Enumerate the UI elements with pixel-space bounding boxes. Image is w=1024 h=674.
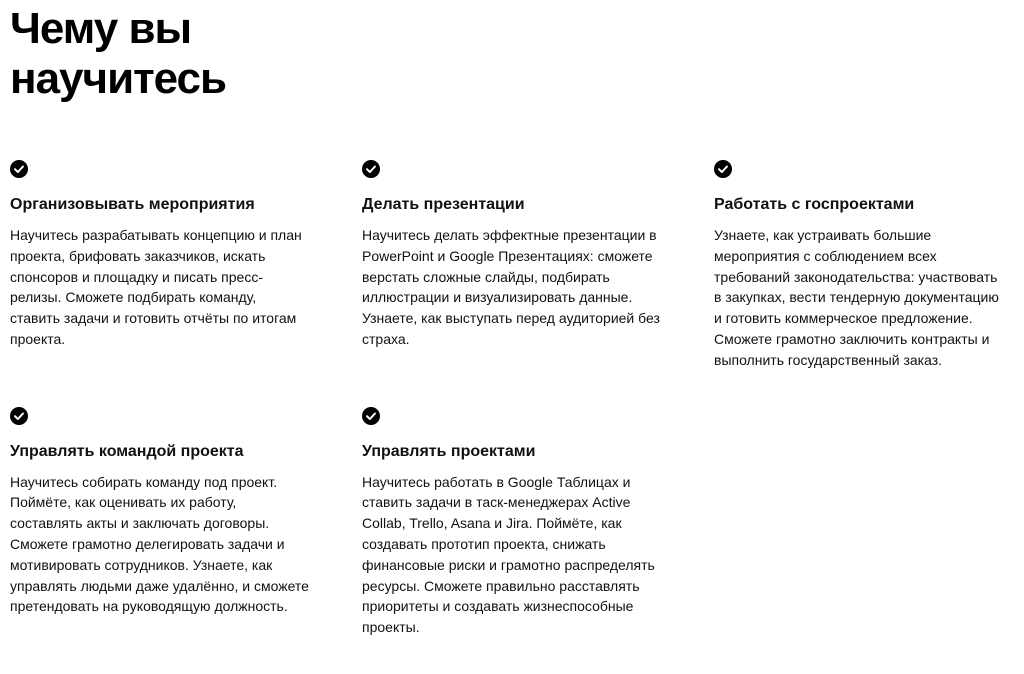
page-title: Чему вы научитесь: [10, 4, 227, 103]
skill-card-project-management: [362, 407, 714, 638]
skill-title: Работать с госпроектами: [714, 196, 915, 213]
skill-card-gov-projects: [714, 160, 1020, 371]
skill-title: Делать презентации: [362, 196, 525, 213]
skill-description: Научитесь делать эффектные презентации в PowerPoint и Google Презентациях: сможете верстать сложные слайды, подбирать иллюстрации и визуализировать данные. Узнаете, как выступать перед аудиторией без страха.: [362, 227, 660, 347]
skill-title: Организовывать мероприятия: [10, 196, 255, 213]
skill-card-presentations: [362, 160, 714, 371]
skill-description: Узнаете, как устраивать большие мероприятия с соблюдением всех требований законодательства: участвовать в закупках, вести тендерную документацию и готовить коммерческое предложение. Сможете грамотно заключить контракты и выполнить государственный заказ.: [714, 227, 999, 368]
skill-description: Научитесь работать в Google Таблицах и ставить задачи в таск-менеджерах Active Collab, Trello, Asana и Jira. Поймёте, как создавать прототип проекта, снижать финансовые риски и грамотно распределять ресурсы. Сможете правильно расставлять приоритеты и создавать жизнеспособные проекты.: [362, 473, 655, 636]
skill-title: Управлять проектами: [362, 442, 536, 460]
check-circle-icon: [10, 160, 28, 178]
skill-description: Научитесь собирать команду под проект. Поймёте, как оценивать их работу, составлять акты и заключать договоры. Сможете грамотно делегировать задачи и мотивировать сотрудников. Узнаете, как управлять людьми даже удалённо, и сможете претендовать на руководящую должность.: [10, 473, 309, 615]
check-circle-icon: [362, 160, 380, 178]
skills-grid: [10, 160, 1020, 638]
skill-title: Управлять командой проекта: [10, 442, 244, 460]
check-circle-icon: [362, 407, 380, 425]
check-circle-icon: [714, 160, 732, 178]
skill-description: Научитесь разрабатывать концепцию и план проекта, брифовать заказчиков, искать спонсоров и площадку и писать пресс-релизы. Сможете подбирать команду, ставить задачи и готовить отчёты по итогам проекта.: [10, 227, 302, 347]
skill-card-events: [10, 160, 362, 371]
check-circle-icon: [10, 407, 28, 425]
skill-card-team-management: [10, 407, 362, 638]
